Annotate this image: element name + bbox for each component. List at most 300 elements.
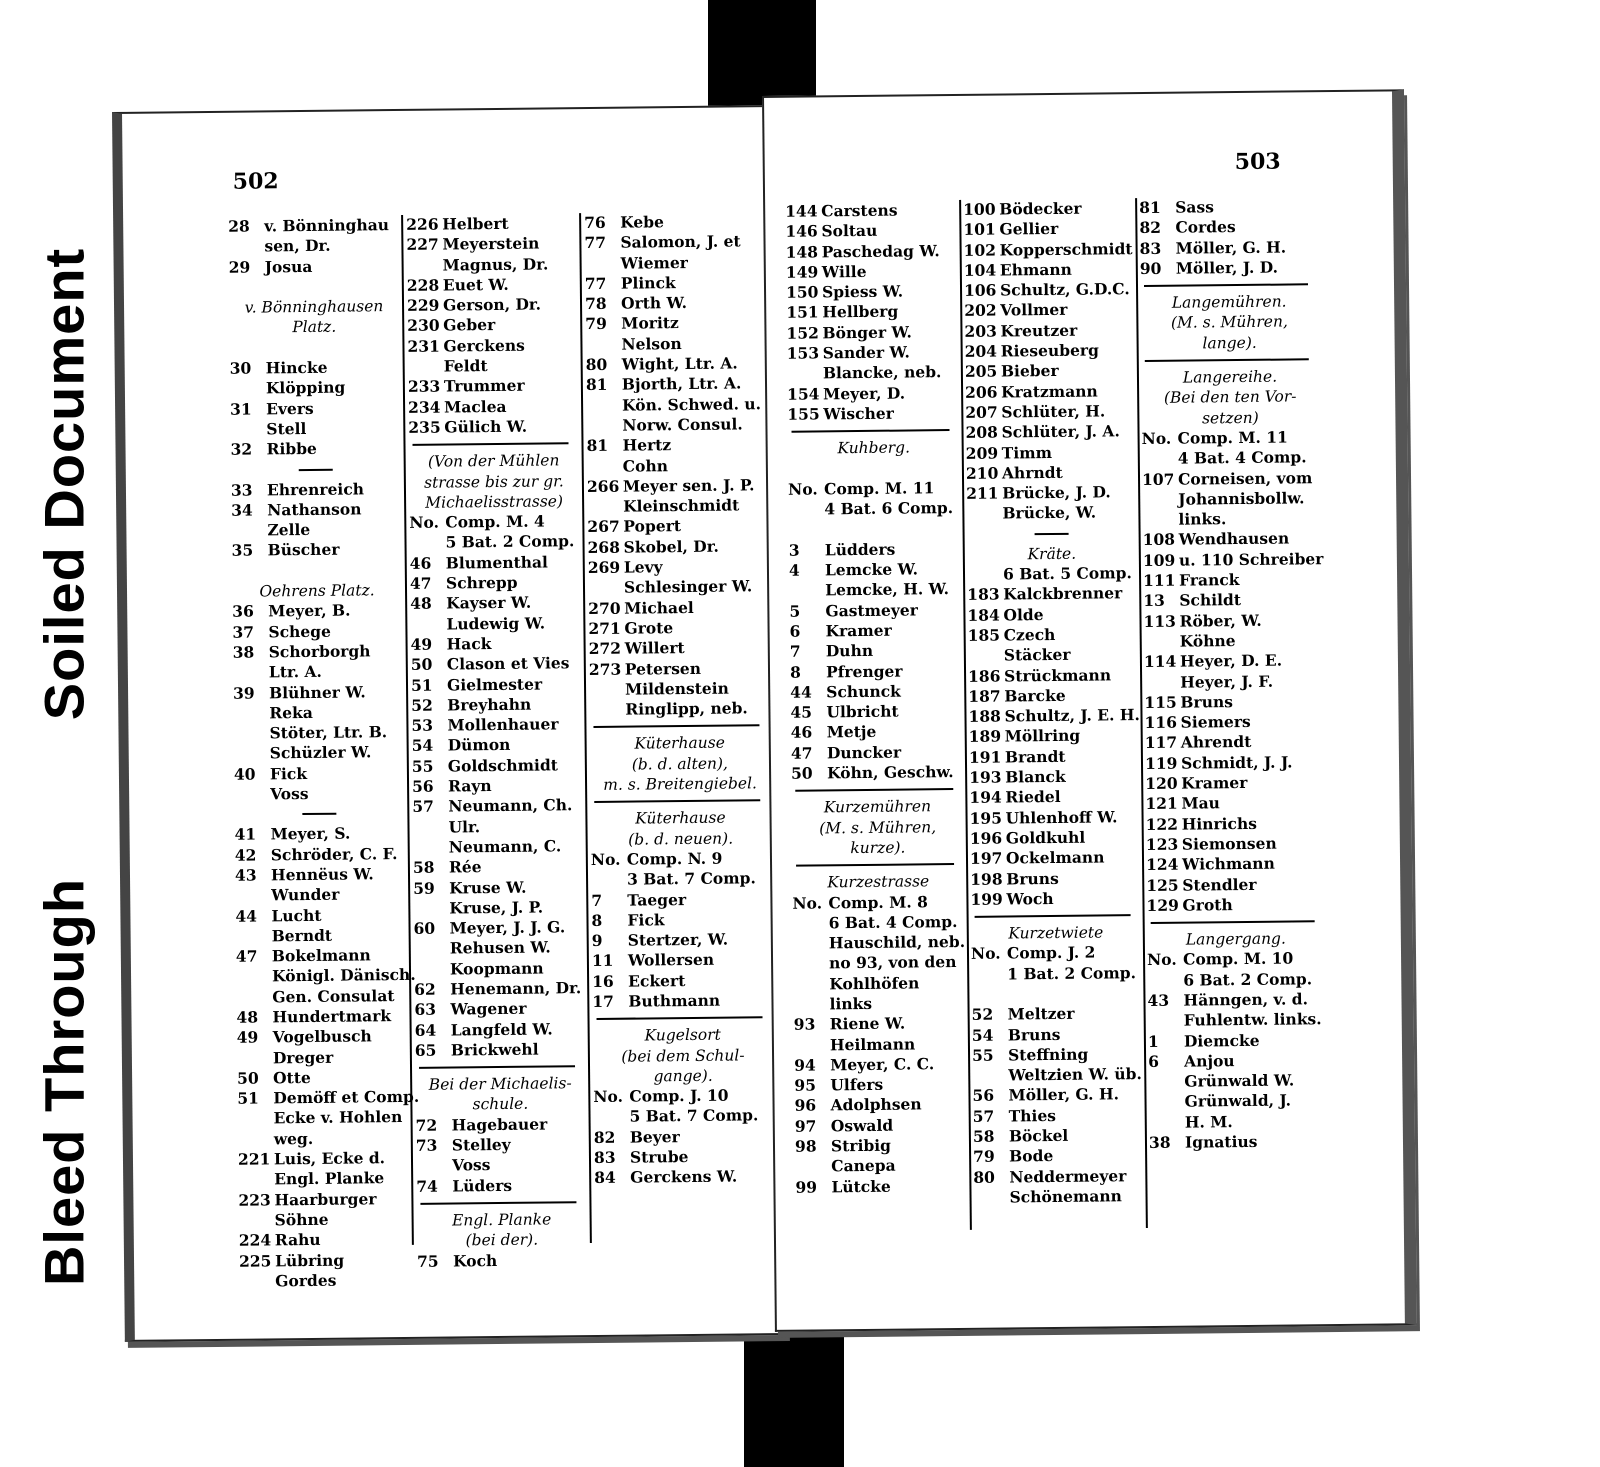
directory-entry [794, 1094, 966, 1116]
resident-name: Grünwald W. [1184, 1070, 1295, 1091]
directory-entry [413, 877, 583, 899]
resident-name: Wollersen [627, 950, 715, 971]
house-number: No. [970, 943, 1001, 964]
house-number: 193 [969, 767, 1002, 787]
directory-entry [1143, 590, 1321, 612]
continuation-line: Schönemann [1009, 1186, 1122, 1207]
continuation-line: Weltzien W. üb. [1008, 1064, 1142, 1085]
street-heading: (M. s. Mühren, [819, 817, 937, 838]
house-number: 8 [789, 662, 801, 682]
house-number: 204 [964, 341, 998, 361]
house-number: 210 [965, 463, 999, 483]
directory-entry [406, 213, 576, 235]
directory-entry [407, 294, 577, 316]
resident-name: Meltzer [1007, 1004, 1075, 1024]
house-number: 56 [411, 776, 434, 796]
resident-name: Hänngen, v. d. [1183, 989, 1309, 1010]
house-number: 122 [1145, 814, 1179, 834]
resident-name: Fick [627, 910, 665, 930]
resident-name: Rieseuberg [1000, 340, 1099, 361]
house-number: 183 [967, 584, 1000, 605]
resident-name: Stendler [1182, 874, 1257, 895]
street-heading: Oehrens Platz. [259, 581, 375, 601]
resident-name: Stelley [451, 1134, 511, 1155]
resident-name: Schunck [826, 681, 901, 702]
house-number: 124 [1145, 854, 1179, 875]
directory-entry [1145, 752, 1323, 774]
directory-entry [972, 1044, 1142, 1066]
directory-entry [969, 766, 1139, 788]
resident-name: Kalckbrenner [1003, 583, 1123, 604]
continuation-line: Canepa [831, 1156, 896, 1176]
house-number: 225 [238, 1250, 272, 1271]
house-number: 5 [789, 601, 801, 621]
resident-name: Uhlenhoff W. [1005, 806, 1118, 828]
directory-entry [587, 516, 767, 538]
house-number: 81 [585, 375, 608, 395]
directory-entry [786, 261, 958, 283]
house-number: 38 [1148, 1132, 1171, 1153]
resident-name: Moritz [621, 313, 679, 334]
house-number: 35 [231, 540, 254, 561]
house-number: 28 [228, 216, 250, 236]
directory-entry [789, 559, 961, 581]
house-number: 231 [407, 336, 440, 356]
resident-name: Breyhahn [447, 694, 532, 715]
house-number: 108 [1142, 530, 1176, 550]
continuation-line: 6 Bat. 2 Comp. [1183, 968, 1313, 990]
house-number: 119 [1144, 753, 1178, 773]
resident-name: Ribbe [266, 439, 317, 459]
house-number: 55 [411, 756, 434, 776]
continuation-line: Rehusen W. [449, 937, 551, 958]
street-heading: (b. d. alten), [631, 754, 729, 774]
directory-entry [1144, 691, 1322, 713]
resident-name: Bjorth, Ltr. A. [621, 373, 742, 395]
resident-name: Gielmester [446, 674, 543, 695]
street-heading: Langergang. [1185, 929, 1286, 949]
resident-name: Comp. M. 8 [828, 891, 928, 912]
continuation-line: Königl. Dänisch. [271, 965, 416, 986]
continuation-line: Koopmann [449, 958, 544, 979]
street-heading: (bei der). [465, 1230, 539, 1250]
resident-name: Ahrendt [1180, 732, 1252, 753]
house-number: 191 [968, 747, 1002, 767]
directory-entry [237, 1067, 407, 1089]
directory-entry [235, 904, 405, 926]
directory-entry [790, 640, 962, 662]
continuation-line: Ltr. A. [268, 662, 323, 682]
resident-name: Schultz, G.D.C. [999, 279, 1130, 300]
house-number: 63 [414, 999, 437, 1020]
directory-entry [963, 218, 1133, 240]
house-number: 211 [966, 483, 999, 504]
directory-entry [967, 583, 1137, 605]
house-number: 64 [414, 1020, 437, 1040]
resident-name: Meyerstein [442, 233, 540, 254]
directory-entry [232, 621, 402, 643]
house-number: 267 [587, 517, 620, 537]
directory-entry [786, 281, 958, 303]
house-number: 74 [416, 1176, 438, 1196]
directory-entry [234, 823, 404, 845]
resident-name: Schröder, C. F. [270, 843, 398, 864]
house-number: 152 [786, 323, 819, 343]
directory-entry [1148, 1050, 1326, 1072]
blank-line [788, 458, 960, 480]
continuation-line: Klöpping [265, 377, 346, 398]
house-number: 82 [1139, 218, 1162, 238]
house-number: 104 [963, 260, 997, 280]
street-heading: (Von der Mühlen [427, 451, 560, 471]
house-number: 43 [234, 865, 257, 885]
house-number: 77 [584, 273, 607, 293]
house-number: 57 [972, 1106, 995, 1126]
house-number: 106 [963, 280, 997, 301]
street-heading: lange). [1202, 333, 1257, 353]
directory-entry [1144, 650, 1322, 672]
continuation-line: 5 Bat. 2 Comp. [445, 531, 575, 552]
directory-entry [410, 633, 580, 655]
resident-name: Ehmann [999, 259, 1073, 280]
house-number: 51 [410, 675, 433, 695]
house-number: 41 [234, 824, 257, 845]
resident-name: Hagebauer [451, 1114, 548, 1135]
blank-line [788, 518, 960, 540]
resident-name: Lemcke W. [824, 559, 919, 580]
directory-entry [791, 762, 963, 784]
resident-name: Röber, W. [1179, 610, 1262, 631]
left-column-1 [228, 215, 420, 1292]
street-heading: Kuhberg. [837, 438, 911, 458]
house-number: 37 [232, 622, 255, 642]
resident-name: Büscher [267, 540, 340, 560]
house-number: 8 [591, 910, 603, 930]
directory-entry [236, 945, 406, 967]
house-number: 54 [411, 736, 434, 756]
resident-name: Gastmeyer [825, 600, 918, 621]
directory-entry [1146, 813, 1324, 835]
continuation-line: Mildenstein [624, 678, 729, 699]
directory-entry [411, 714, 581, 736]
house-number: No. [788, 479, 818, 499]
house-number: 120 [1145, 773, 1178, 794]
resident-name: Ignatius [1184, 1131, 1258, 1152]
resident-name: Wille [821, 261, 867, 282]
house-number: 188 [968, 706, 1001, 726]
house-number: 73 [415, 1135, 438, 1155]
street-heading: (Bei den ten Vor- [1163, 387, 1297, 408]
street-heading: Kräte. [1027, 544, 1077, 563]
house-number: 49 [410, 634, 433, 654]
house-number: 107 [1141, 469, 1175, 489]
house-number: 50 [410, 654, 433, 675]
resident-name: Riene W. [829, 1013, 906, 1034]
directory-entry [973, 1145, 1143, 1167]
resident-name: Kruse W. [449, 877, 527, 898]
resident-name: Hinrichs [1181, 813, 1258, 834]
directory-entry [416, 1134, 586, 1156]
house-number: 114 [1143, 651, 1177, 672]
continuation-line: 3 Bat. 7 Comp. [626, 868, 756, 889]
resident-name: Otte [273, 1067, 311, 1088]
resident-name: Wischer [823, 403, 894, 424]
house-number: 149 [785, 262, 819, 282]
resident-name: v. Bönninghau [264, 215, 390, 236]
resident-name: Bönger W. [822, 322, 912, 343]
resident-name: Heyer, D. E. [1179, 650, 1283, 671]
house-number: 196 [969, 828, 1003, 848]
directory-entry [970, 847, 1140, 869]
directory-entry [406, 233, 576, 255]
soiled-document-text: Soiled Document [32, 247, 96, 721]
directory-entry [966, 442, 1136, 464]
continuation-line: Lemcke, H. W. [825, 579, 950, 600]
house-number: 184 [967, 605, 1000, 625]
right-column-1 [785, 200, 967, 1198]
resident-name: Buthmann [628, 990, 721, 1011]
house-number: 79 [585, 314, 607, 334]
directory-entry [235, 864, 405, 886]
house-number: 153 [786, 343, 820, 363]
house-number: 187 [968, 686, 1001, 706]
directory-entry [1139, 216, 1317, 238]
directory-entry [588, 617, 768, 639]
house-number: 65 [414, 1040, 437, 1060]
house-number: 271 [588, 618, 621, 638]
house-number: 83 [593, 1147, 616, 1168]
directory-entry [412, 735, 582, 757]
resident-name: Lüdders [824, 539, 896, 560]
resident-name: Kayser W. [446, 592, 532, 613]
house-number: 97 [794, 1116, 817, 1136]
directory-entry [407, 335, 577, 357]
directory-entry [415, 1019, 585, 1041]
resident-name: Wagener [450, 998, 527, 1019]
resident-name: Groth [1182, 894, 1233, 915]
directory-entry [1146, 833, 1324, 855]
house-number: 58 [972, 1126, 995, 1146]
resident-name: Sass [1175, 197, 1214, 217]
directory-entry [588, 556, 768, 578]
resident-name: Comp. M. 11 [824, 478, 935, 499]
directory-entry [966, 462, 1136, 484]
street-heading: Engl. Planke [451, 1210, 552, 1230]
house-number: 228 [406, 275, 440, 295]
resident-name: Vogelbusch [272, 1026, 372, 1047]
house-number: 125 [1146, 875, 1179, 895]
continuation-line: Ulr. [448, 816, 481, 837]
resident-name: Maclea [444, 396, 507, 417]
house-number: 94 [794, 1055, 816, 1075]
resident-name: Comp. N. 9 [626, 848, 723, 869]
directory-entry [592, 929, 772, 951]
continuation-line: Söhne [274, 1209, 329, 1230]
directory-entry [790, 701, 962, 723]
directory-entry [410, 592, 580, 614]
short-dash-separator [302, 813, 336, 815]
resident-name: Josua [264, 256, 313, 277]
resident-name: Bode [1009, 1146, 1054, 1166]
resident-name: Bokelmann [271, 945, 371, 966]
resident-name: Czech [1003, 624, 1056, 645]
resident-name: Rahu [274, 1230, 321, 1250]
continuation-line: Voss [451, 1155, 491, 1175]
directory-entry [786, 322, 958, 344]
directory-entry [785, 200, 957, 222]
house-number: 47 [790, 743, 813, 763]
directory-entry [794, 1013, 966, 1035]
directory-entry [963, 198, 1133, 220]
directory-entry [411, 694, 581, 716]
directory-entry [589, 637, 769, 659]
house-number: 208 [965, 422, 998, 443]
binding-strip-bottom [744, 1330, 844, 1467]
resident-name: Rée [448, 857, 482, 877]
house-number: 30 [229, 358, 252, 378]
house-number: 3 [788, 540, 800, 560]
resident-name: Gülich W. [444, 416, 528, 437]
house-number: 44 [790, 682, 812, 702]
resident-name: Bruns [1007, 1024, 1061, 1045]
directory-entry [585, 292, 765, 314]
house-number: 6 [1148, 1051, 1160, 1071]
directory-entry [1148, 1030, 1326, 1052]
resident-name: Ahrndt [1001, 462, 1063, 483]
house-number: No. [593, 1086, 624, 1107]
directory-entry [410, 552, 580, 574]
continuation-line: 6 Bat. 5 Comp. [1002, 563, 1132, 584]
continuation-line: links. [1178, 509, 1227, 529]
section-rule [594, 800, 760, 804]
directory-entry [235, 844, 405, 866]
house-number: 129 [1146, 895, 1179, 915]
continuation-line: sen, Dr. [264, 236, 331, 256]
directory-entry [413, 856, 583, 878]
directory-entry [964, 300, 1134, 322]
house-number: 57 [412, 796, 434, 817]
resident-name: Skobel, Dr. [623, 536, 719, 557]
directory-entry [414, 998, 584, 1020]
blank-line [971, 983, 1141, 1005]
house-number: 84 [594, 1168, 616, 1188]
house-number: 98 [794, 1136, 817, 1156]
continuation-line: Fuhlentw. links. [1183, 1009, 1322, 1030]
continuation-line: Neumann, C. [448, 836, 562, 857]
directory-entry [786, 241, 958, 263]
house-number: 77 [584, 233, 607, 253]
resident-name: Trummer [443, 376, 525, 396]
street-heading: Küterhause [635, 808, 726, 828]
street-heading: Bei der Michaelis- [428, 1074, 572, 1094]
directory-entry [233, 682, 403, 704]
continuation-line: Cohn [622, 455, 669, 476]
continuation-line: Gordes [275, 1270, 337, 1291]
house-number: 113 [1143, 611, 1176, 631]
house-number: 82 [593, 1127, 616, 1147]
resident-name: Stertzer, W. [627, 929, 729, 950]
directory-entry [411, 674, 581, 696]
directory-entry [789, 539, 961, 561]
directory-entry [966, 482, 1136, 504]
directory-entry [795, 1135, 967, 1157]
directory-entry [790, 660, 962, 682]
house-number: 102 [963, 240, 997, 260]
resident-name: Kramer [1181, 772, 1248, 793]
resident-name: Diemcke [1183, 1030, 1260, 1051]
resident-name: Kratzmann [1001, 381, 1098, 402]
directory-entry [412, 755, 582, 777]
directory-entry [408, 376, 578, 398]
continuation-line: Reka [269, 702, 313, 723]
house-number: 151 [786, 302, 819, 323]
house-number: 47 [409, 573, 432, 593]
resident-name: Comp. M. 10 [1182, 948, 1294, 970]
directory-entry [972, 1085, 1142, 1107]
directory-entry [968, 705, 1138, 727]
resident-name: Orth W. [620, 293, 688, 313]
house-number: 76 [584, 212, 606, 233]
resident-name: Popert [623, 516, 682, 537]
directory-entry [229, 256, 399, 278]
directory-entry [239, 1229, 409, 1251]
resident-name: Brücke, J. D. [1002, 482, 1111, 503]
bleed-through-label [10, 832, 118, 1332]
resident-name: Hellberg [822, 302, 899, 322]
directory-entry [1139, 196, 1317, 218]
left-page-number: 502 [232, 168, 279, 195]
resident-name: Pfrenger [825, 661, 903, 681]
section-rule [420, 1201, 576, 1205]
directory-entry [594, 1166, 774, 1188]
street-heading: gange). [653, 1066, 713, 1086]
directory-entry [591, 909, 771, 931]
street-heading: (bei dem Schul- [621, 1046, 745, 1066]
directory-entry [591, 848, 771, 870]
resident-name: Schildt [1179, 590, 1242, 611]
resident-name: Brandt [1004, 746, 1066, 767]
house-number: 47 [235, 946, 258, 966]
continuation-line: Schlesinger W. [623, 576, 753, 598]
house-number: 46 [790, 722, 813, 743]
directory-entry [790, 681, 962, 703]
house-number: 72 [415, 1115, 438, 1135]
resident-name: Timm [1001, 442, 1053, 463]
resident-name: Paschedag W. [821, 240, 940, 261]
directory-entry [972, 1024, 1142, 1046]
section-rule [593, 725, 759, 729]
right-column-2 [963, 198, 1144, 1208]
resident-name: Olde [1003, 604, 1044, 625]
directory-entry [592, 990, 772, 1012]
directory-entry [415, 1039, 585, 1061]
house-number: 52 [971, 1004, 994, 1025]
house-number: 230 [407, 316, 440, 336]
house-number: 109 [1142, 550, 1176, 570]
resident-name: Blanck [1005, 766, 1066, 787]
house-number: 95 [794, 1075, 817, 1095]
house-number: 44 [235, 906, 258, 926]
resident-name: Gerckens [443, 335, 525, 356]
directory-entry [1148, 1070, 1326, 1092]
house-number: 7 [789, 641, 801, 661]
directory-entry [965, 360, 1135, 382]
directory-entry [416, 1175, 586, 1197]
short-dash-separator [299, 468, 333, 470]
resident-name: Ehrenreich [266, 478, 365, 499]
directory-entry [970, 888, 1140, 910]
resident-name: Demöff et Comp. [273, 1087, 420, 1108]
